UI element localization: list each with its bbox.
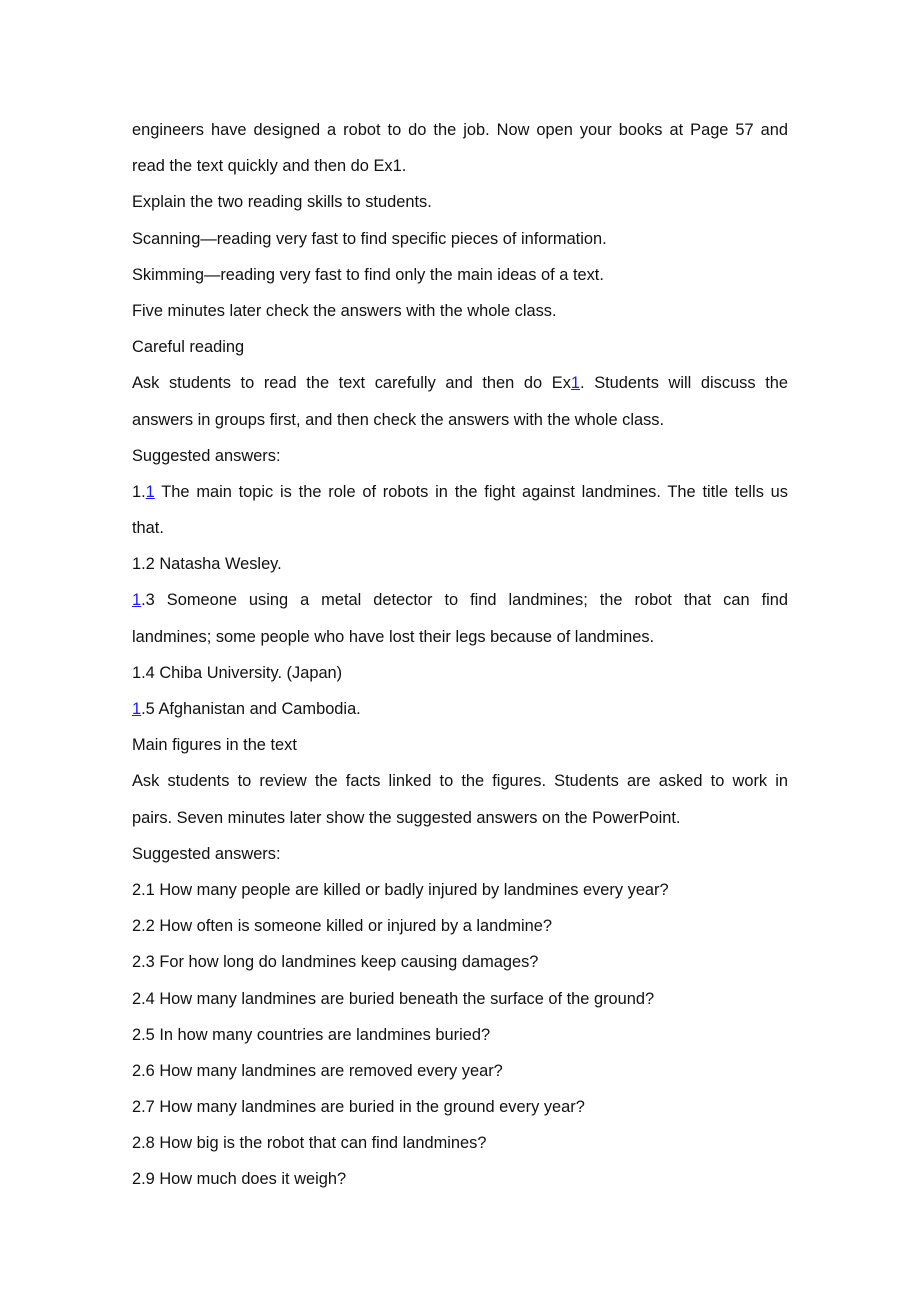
careful-reading-heading: Careful reading: [132, 338, 245, 357]
answer-1-3-link[interactable]: 1: [132, 591, 142, 610]
answer-text: .5 Afghanistan and Cambodia.: [141, 700, 361, 718]
question-item: 2.1 How many people are killed or badly injured by landmines every year?: [132, 880, 669, 899]
question-item: 2.4 How many landmines are buried beneath the surface of the ground?: [132, 989, 655, 1008]
answer-1-5-link[interactable]: 1: [132, 700, 142, 718]
answer-1-2: 1.2 Natasha Wesley.: [132, 555, 282, 574]
explain-skills-line: Explain the two reading skills to students.: [132, 193, 432, 212]
question-item: 2.7 How many landmines are buried in the ground every year?: [132, 1098, 585, 1117]
intro-line-2: read the text quickly and then do Ex1.: [132, 157, 407, 176]
question-item: 2.2 How often is someone killed or injured by a landmine?: [132, 917, 553, 936]
scanning-definition: Scanning—reading very fast to find specific pieces of information.: [132, 229, 607, 248]
suggested-answers-label-2: Suggested answers:: [132, 844, 281, 863]
answer-1-4: 1.4 Chiba University. (Japan): [132, 663, 343, 682]
careful-reading-instruction: [132, 365, 788, 401]
question-item: 2.9 How much does it weigh?: [132, 1170, 347, 1189]
answer-1-3-cont: landmines; some people who have lost their legs because of landmines.: [132, 627, 655, 646]
question-item: 2.5 In how many countries are landmines buried?: [132, 1025, 491, 1044]
answer-1-1-link[interactable]: 1: [145, 482, 155, 501]
answer-1-1: [132, 474, 788, 510]
question-item: 2.3 For how long do landmines keep causing damages?: [132, 953, 539, 972]
answer-1-1-cont: that.: [132, 519, 164, 538]
suggested-answers-label: Suggested answers:: [132, 446, 281, 465]
answer-1-5: [132, 691, 788, 727]
answer-text: The main topic is the role of robots in the fight against landmines. The title tells us: [154, 482, 788, 501]
figures-instruction-cont: pairs. Seven minutes later show the suggested answers on the PowerPoint.: [132, 808, 681, 827]
answer-1-3: [132, 582, 788, 618]
document-page: [132, 112, 788, 1198]
answer-number: 1.: [132, 482, 146, 501]
answer-text: .3 Someone using a metal detector to find landmines; the robot that can find: [141, 591, 788, 610]
question-item: 2.6 How many landmines are removed every year?: [132, 1061, 503, 1080]
intro-line-1: engineers have designed a robot to do the job. Now open your books at Page 57 and: [132, 121, 788, 139]
careful-instruction-text: Ask students to read the text carefully and then do Ex: [132, 374, 571, 393]
exercise-link[interactable]: 1: [570, 374, 581, 393]
careful-reading-instruction-cont: answers in groups first, and then check the answers with the whole class.: [132, 410, 665, 429]
question-item: 2.8 How big is the robot that can find landmines?: [132, 1134, 487, 1153]
careful-instruction-text-end: . Students will discuss the: [580, 374, 788, 393]
check-answers-line: Five minutes later check the answers with the whole class.: [132, 301, 557, 320]
main-figures-heading: Main figures in the text: [132, 736, 297, 755]
figures-instruction: Ask students to review the facts linked to the figures. Students are asked to work in: [132, 772, 788, 791]
skimming-definition: Skimming—reading very fast to find only the main ideas of a text.: [132, 265, 604, 284]
